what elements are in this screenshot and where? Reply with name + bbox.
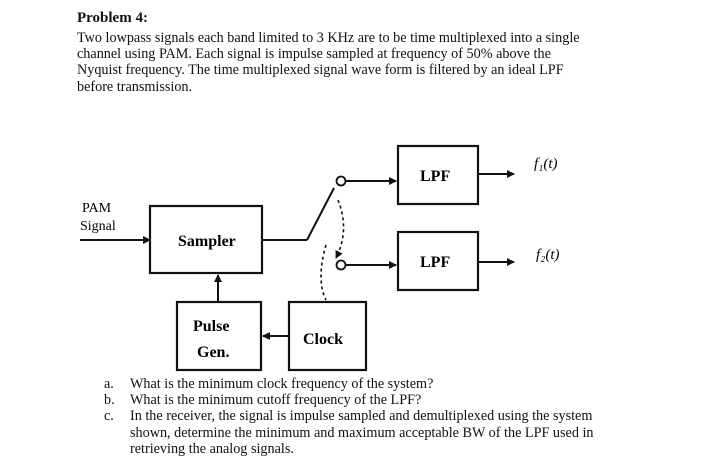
question-a <box>104 376 704 392</box>
question-c <box>104 408 704 457</box>
pam-label: PAM <box>82 201 112 216</box>
question-marker: a. <box>104 376 114 392</box>
clock-label: Clock <box>303 331 343 348</box>
question-marker: c. <box>104 408 114 425</box>
gen-label: Gen. <box>197 344 230 361</box>
lpf-label-2: LPF <box>420 254 451 271</box>
question-text: What is the minimum clock frequency of the system? <box>130 376 434 392</box>
switch-rotation-path <box>336 200 344 258</box>
f2-output-label: f₂(t) <box>536 247 560 263</box>
question-text: shown, determine the minimum and maximum acceptable BW of the LPF used in <box>130 424 594 441</box>
terminal-bottom <box>337 261 346 270</box>
statement-line: channel using PAM. Each signal is impulse sampled at frequency of 50% above the <box>77 46 551 63</box>
question-text: In the receiver, the signal is impulse sampled and demultiplexed using the system <box>130 408 593 425</box>
question-b <box>104 392 704 408</box>
question-marker: b. <box>104 392 115 409</box>
terminal-top <box>337 177 346 186</box>
commutator-arm <box>307 188 334 240</box>
sampler-label: Sampler <box>178 233 236 250</box>
question-text: retrieving the analog signals. <box>130 440 294 457</box>
clock-control-link <box>321 245 326 300</box>
statement-line: Nyquist frequency. The time multiplexed signal wave form is filtered by an ideal LPF <box>77 62 564 79</box>
question-list <box>104 376 704 457</box>
question-text: What is the minimum cutoff frequency of the LPF? <box>130 392 422 409</box>
pulse-label: Pulse <box>193 318 230 335</box>
problem-title: Problem 4: <box>77 10 148 26</box>
statement-line: before transmission. <box>77 78 193 95</box>
f1-output-label: f₁(t) <box>534 156 558 172</box>
lpf-label-1: LPF <box>420 168 451 185</box>
statement-line: Two lowpass signals each band limited to 3 KHz are to be time multiplexed into a single <box>77 30 580 46</box>
signal-label: Signal <box>80 219 116 234</box>
